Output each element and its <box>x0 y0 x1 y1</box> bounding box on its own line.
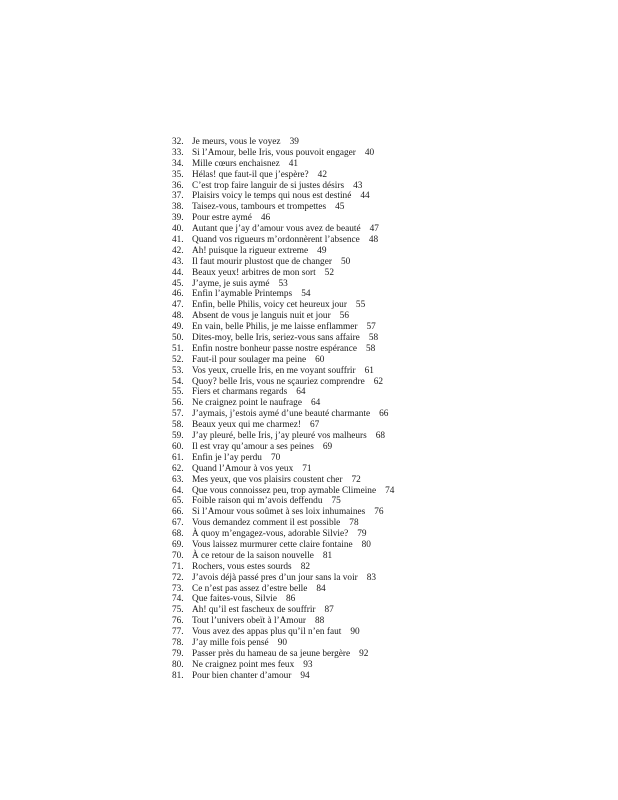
list-item <box>172 289 394 300</box>
entry-number: 52. <box>172 354 184 365</box>
list-item <box>172 409 394 420</box>
entry-number: 36. <box>172 180 184 191</box>
entry-page: 40 <box>364 147 375 158</box>
entry-title: J’ay mille fois pensé <box>192 637 269 648</box>
list-item <box>172 605 394 616</box>
entry-page: 90 <box>277 637 287 648</box>
list-item <box>172 355 394 366</box>
entry-number: 67. <box>172 518 184 529</box>
entry-page: 61 <box>364 365 374 376</box>
list-item <box>172 464 394 475</box>
entry-page: 58 <box>368 333 379 344</box>
list-item <box>172 442 394 453</box>
list-item <box>172 431 394 442</box>
list-item <box>172 660 394 671</box>
entry-number: 65. <box>172 496 184 507</box>
entry-title: Pour estre aymé <box>192 213 252 224</box>
list-item <box>172 235 394 246</box>
list-item <box>172 551 394 562</box>
entry-title: Quand l’Amour à vos yeux <box>192 463 294 474</box>
entry-page: 87 <box>324 605 334 616</box>
list-item <box>172 562 394 573</box>
table-of-contents <box>172 137 394 682</box>
entry-number: 69. <box>172 539 184 550</box>
entry-title: À quoy m’engagez-vous, adorable Silvie? <box>192 529 349 540</box>
list-item <box>172 377 394 388</box>
entry-number: 53. <box>172 365 184 376</box>
entry-title: Tout l’univers obeït à l’Amour <box>192 616 306 627</box>
list-item <box>172 616 394 627</box>
entry-page: 50 <box>340 256 351 267</box>
entry-title: Rochers, vous estes sourds <box>192 561 292 572</box>
entry-title: Beaux yeux qui me charmez! <box>192 420 301 431</box>
list-item <box>172 453 394 464</box>
entry-page: 46 <box>260 213 271 224</box>
entry-page: 58 <box>365 343 376 354</box>
list-item <box>172 246 394 257</box>
entry-title: Que faites-vous, Silvie <box>192 594 277 605</box>
entry-page: 52 <box>324 267 334 278</box>
list-item <box>172 486 394 497</box>
list-item <box>172 311 394 322</box>
entry-title: Vous laissez murmurer cette claire fontaine <box>192 539 353 550</box>
entry-page: 53 <box>278 278 288 289</box>
list-item <box>172 671 394 682</box>
entry-number: 74. <box>172 594 184 605</box>
entry-page: 78 <box>349 518 359 529</box>
entry-number: 33. <box>172 147 184 158</box>
list-item <box>172 268 394 279</box>
list-item <box>172 181 394 192</box>
entry-number: 68. <box>172 529 184 540</box>
entry-page: 69 <box>322 441 333 452</box>
entry-title: Enfin je l’ay perdu <box>192 452 262 463</box>
entry-number: 38. <box>172 202 184 213</box>
entry-number: 56. <box>172 398 184 409</box>
entry-page: 62 <box>373 376 383 387</box>
entry-number: 59. <box>172 431 184 442</box>
entry-page: 39 <box>289 137 299 147</box>
list-item <box>172 137 394 148</box>
entry-page: 83 <box>366 572 377 583</box>
entry-title: Beaux yeux! arbitres de mon sort <box>192 267 316 278</box>
entry-title: En vain, belle Philis, je me laisse enflammer <box>192 322 358 333</box>
list-item <box>172 170 394 181</box>
entry-title: Enfin, belle Philis, voicy cet heureux jour <box>192 300 347 311</box>
entry-number: 49. <box>172 322 184 333</box>
entry-page: 81 <box>322 550 333 561</box>
entry-page: 90 <box>350 627 360 638</box>
list-item <box>172 159 394 170</box>
entry-title: Ah! qu’il est fascheux de souffrir <box>192 605 316 616</box>
entry-page: 76 <box>374 507 384 518</box>
entry-title: C’est trop faire languir de si justes désirs <box>192 180 345 191</box>
entry-page: 42 <box>317 169 327 180</box>
list-item <box>172 649 394 660</box>
list-item <box>172 333 394 344</box>
entry-number: 57. <box>172 409 184 420</box>
entry-title: Enfin nostre bonheur passe nostre espérance <box>192 343 357 354</box>
entry-title: Quand vos rigueurs m’ordonnèrent l’absence <box>192 235 360 246</box>
list-item <box>172 387 394 398</box>
entry-title: Si l’Amour, belle Iris, vous pouvoit engager <box>192 147 356 158</box>
entry-title: Absent de vous je languis nuit et jour <box>192 311 331 322</box>
entry-title: Dites-moy, belle Iris, seriez-vous sans affaire <box>192 333 360 344</box>
entry-page: 75 <box>331 496 341 507</box>
entry-title: Passer près du hameau de sa jeune bergère <box>192 648 351 659</box>
entry-number: 80. <box>172 659 184 670</box>
list-item <box>172 518 394 529</box>
entry-number: 75. <box>172 605 184 616</box>
entry-number: 50. <box>172 333 184 344</box>
list-item <box>172 529 394 540</box>
entry-page: 64 <box>310 398 321 409</box>
entry-number: 66. <box>172 507 184 518</box>
list-item <box>172 420 394 431</box>
entry-number: 60. <box>172 441 184 452</box>
entry-number: 43. <box>172 256 184 267</box>
entry-number: 37. <box>172 191 184 202</box>
entry-number: 76. <box>172 616 184 627</box>
entry-page: 80 <box>361 539 371 550</box>
entry-title: Enfin l’aymable Printemps <box>192 289 293 300</box>
list-item <box>172 344 394 355</box>
entry-title: Ce n’est pas assez d’estre belle <box>192 583 308 594</box>
entry-page: 72 <box>351 474 361 485</box>
entry-number: 61. <box>172 452 184 463</box>
entry-number: 77. <box>172 627 184 638</box>
entry-page: 66 <box>379 409 389 420</box>
entry-page: 44 <box>360 191 370 202</box>
entry-page: 86 <box>285 594 296 605</box>
list-item <box>172 202 394 213</box>
entry-title: J’ay pleuré, belle Iris, j’ay pleuré vos malheurs <box>192 431 367 442</box>
entry-title: J’ayme, je suis aymé <box>192 278 270 289</box>
entry-page: 49 <box>317 245 327 256</box>
list-item <box>172 496 394 507</box>
entry-number: 34. <box>172 158 184 169</box>
list-item <box>172 507 394 518</box>
entry-number: 45. <box>172 278 184 289</box>
entry-page: 64 <box>296 387 306 398</box>
entry-number: 35. <box>172 169 184 180</box>
entry-number: 40. <box>172 224 184 235</box>
entry-number: 32. <box>172 137 184 147</box>
entry-title: Mes yeux, que vos plaisirs coustent cher <box>192 474 343 485</box>
entry-title: Plaisirs voicy le temps qui nous est destiné <box>192 191 352 202</box>
entry-page: 47 <box>369 224 379 235</box>
entry-number: 41. <box>172 235 184 246</box>
entry-title: Autant que j’ay d’amour vous avez de beauté <box>192 224 361 235</box>
entry-page: 68 <box>375 431 386 442</box>
entry-page: 82 <box>300 561 310 572</box>
entry-title: Quoy? belle Iris, vous ne sçauriez comprendre <box>192 376 365 387</box>
entry-page: 60 <box>315 354 325 365</box>
list-item <box>172 627 394 638</box>
entry-title: Mille cœurs enchaisnez <box>192 158 280 169</box>
list-item <box>172 279 394 290</box>
list-item <box>172 300 394 311</box>
entry-page: 67 <box>309 420 320 431</box>
entry-number: 46. <box>172 289 184 300</box>
entry-number: 72. <box>172 572 184 583</box>
entry-number: 39. <box>172 213 184 224</box>
entry-page: 41 <box>288 158 299 169</box>
entry-number: 81. <box>172 670 184 681</box>
entry-number: 44. <box>172 267 184 278</box>
entry-number: 54. <box>172 376 184 387</box>
entry-number: 78. <box>172 637 184 648</box>
entry-title: J’avois déjà passé pres d’un jour sans la voir <box>192 572 358 583</box>
entry-title: Il est vray qu’amour a ses peines <box>192 441 314 452</box>
entry-title: Fiers et charmans regards <box>192 387 288 398</box>
entry-number: 58. <box>172 420 184 431</box>
entry-title: Vous avez des appas plus qu’il n’en faut <box>192 627 342 638</box>
entry-title: À ce retour de la saison nouvelle <box>192 550 314 561</box>
list-item <box>172 224 394 235</box>
entry-title: Pour bien chanter d’amour <box>192 670 292 681</box>
list-item <box>172 540 394 551</box>
entry-page: 84 <box>316 583 326 594</box>
entry-title: Vous demandez comment il est possible <box>192 518 341 529</box>
entry-page: 54 <box>301 289 311 300</box>
entry-title: Que vous connoissez peu, trop aymable Climeine <box>192 485 377 496</box>
entry-page: 79 <box>357 529 367 540</box>
list-item <box>172 398 394 409</box>
entry-title: Faut-il pour soulager ma peine <box>192 354 307 365</box>
entry-number: 64. <box>172 485 184 496</box>
entry-page: 88 <box>315 616 325 627</box>
list-item <box>172 322 394 333</box>
entry-title: Ne craignez point le naufrage <box>192 398 302 409</box>
entry-number: 73. <box>172 583 184 594</box>
entry-number: 47. <box>172 300 184 311</box>
entry-page: 71 <box>302 463 312 474</box>
entry-number: 79. <box>172 648 184 659</box>
entry-title: J’aymais, j’estois aymé d’une beauté charmante <box>192 409 371 420</box>
entry-number: 71. <box>172 561 184 572</box>
entry-page: 48 <box>368 235 379 246</box>
list-item <box>172 148 394 159</box>
entry-title: Vos yeux, cruelle Iris, en me voyant souffrir <box>192 365 356 376</box>
entry-number: 48. <box>172 311 184 322</box>
entry-number: 63. <box>172 474 184 485</box>
entry-page: 43 <box>353 180 363 191</box>
entry-title: Ah! puisque la rigueur extreme <box>192 245 309 256</box>
list-item <box>172 366 394 377</box>
entry-number: 70. <box>172 550 184 561</box>
entry-title: Il faut mourir plustost que de changer <box>192 256 332 267</box>
entry-page: 70 <box>270 452 281 463</box>
entry-title: Si l’Amour vous soûmet à ses loix inhumaines <box>192 507 366 518</box>
list-item <box>172 191 394 202</box>
entry-page: 57 <box>366 322 376 333</box>
list-item <box>172 638 394 649</box>
entry-title: Hélas! que faut-il que j’espère? <box>192 169 309 180</box>
list-item <box>172 213 394 224</box>
list-item <box>172 594 394 605</box>
entry-number: 62. <box>172 463 184 474</box>
list-item <box>172 573 394 584</box>
entry-page: 45 <box>335 202 345 213</box>
entry-page: 92 <box>359 648 369 659</box>
entry-title: Je meurs, vous le voyez <box>192 137 281 147</box>
entry-page: 94 <box>300 670 310 681</box>
list-item <box>172 475 394 486</box>
list-item <box>172 584 394 595</box>
list-item <box>172 257 394 268</box>
entry-number: 42. <box>172 245 184 256</box>
entry-page: 55 <box>355 300 366 311</box>
entry-title: Taisez-vous, tambours et trompettes <box>192 202 327 213</box>
entry-page: 93 <box>303 659 313 670</box>
entry-title: Foible raison qui m’avois deffendu <box>192 496 323 507</box>
entry-page: 74 <box>385 485 395 496</box>
entry-title: Ne craignez point mes feux <box>192 659 295 670</box>
entry-number: 51. <box>172 343 184 354</box>
entry-page: 56 <box>339 311 349 322</box>
entry-number: 55. <box>172 387 184 398</box>
